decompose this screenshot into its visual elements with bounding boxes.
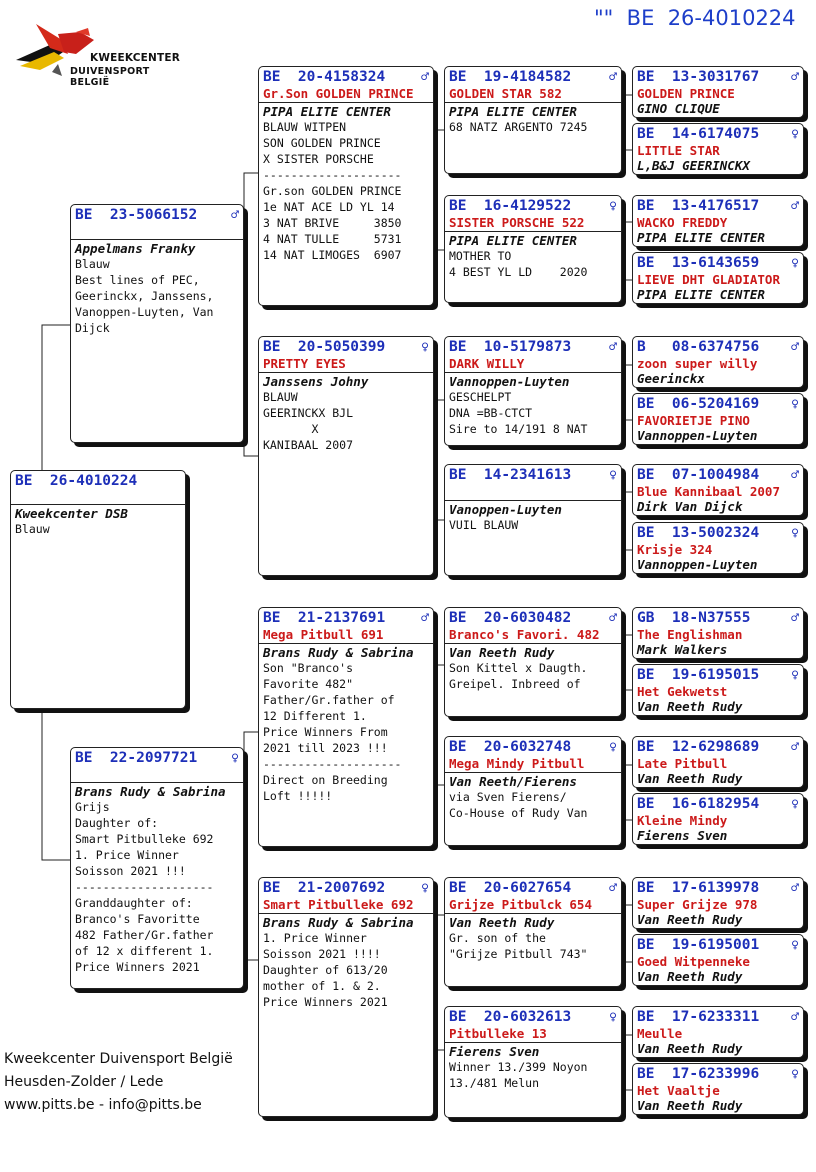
description-line: Direct on Breeding xyxy=(263,773,388,787)
female-icon: ♀ xyxy=(609,468,617,483)
ring-number: BE 17-6233311 xyxy=(637,1009,760,1025)
logo-text-line2: DUIVENSPORT BELGIË xyxy=(70,66,150,88)
male-icon: ♂ xyxy=(791,1010,799,1025)
description-line: 12 Different 1. xyxy=(263,709,367,723)
description-line: Price Winners From xyxy=(263,725,388,739)
owner: Vanoppen-Luyten xyxy=(449,502,562,517)
description-line: Best lines of PEC, xyxy=(75,273,200,287)
pedigree-g4 xyxy=(632,1063,804,1115)
description-line: Father/Gr.father of xyxy=(263,693,395,707)
description-line: Blauw xyxy=(75,257,110,271)
pedigree-dss xyxy=(444,607,622,717)
pigeon-name: Pitbulleke 13 xyxy=(449,1026,547,1041)
ring-number: BE 20-6030482 xyxy=(449,610,572,626)
subject-ring-header: "" BE 26-4010224 xyxy=(594,6,796,30)
pedigree-g4 xyxy=(632,607,804,659)
description-line: Branco's Favoritte xyxy=(75,912,200,926)
pigeon-name: Kleine Mindy xyxy=(637,813,728,828)
owner: Van Reeth Rudy xyxy=(637,1098,743,1113)
pigeon-name: Blue Kannibaal 2007 xyxy=(637,484,780,499)
description-line: BLAUW WITPEN xyxy=(263,120,347,134)
ring-number: BE 13-5002324 xyxy=(637,525,760,541)
description-line: "Grijze Pitbull 743" xyxy=(449,947,588,961)
description-line: Dijck xyxy=(75,321,110,335)
ring-number: BE 20-6032748 xyxy=(449,739,572,755)
pedigree-ddd xyxy=(444,1006,622,1118)
pedigree-g4 xyxy=(632,793,804,845)
ring-number: BE 13-6143659 xyxy=(637,255,760,271)
owner: Brans Rudy & Sabrina xyxy=(75,784,226,799)
ring-number: BE 19-6195001 xyxy=(637,937,760,953)
pigeon-name: GOLDEN STAR 582 xyxy=(449,86,562,101)
pedigree-dam-dam xyxy=(258,877,434,1117)
description-line: Gr.son GOLDEN PRINCE xyxy=(263,184,402,198)
description-line: 14 NAT LIMOGES 6907 xyxy=(263,248,402,262)
description-line: 4 NAT TULLE 5731 xyxy=(263,232,402,246)
ring-number: BE 16-6182954 xyxy=(637,796,760,812)
owner: Van Reeth Rudy xyxy=(449,645,555,660)
description-line: Daughter of 613/20 xyxy=(263,963,388,977)
description-line: Gr. son of the xyxy=(449,931,546,945)
ring-number: BE 06-5204169 xyxy=(637,396,760,412)
owner: Van Reeth Rudy xyxy=(637,912,743,927)
male-icon: ♂ xyxy=(609,881,617,896)
ring-number: BE 19-6195015 xyxy=(637,667,760,683)
male-icon: ♂ xyxy=(421,70,429,85)
owner: Van Reeth Rudy xyxy=(637,969,743,984)
female-icon: ♀ xyxy=(791,938,799,953)
pigeon-name: LITTLE STAR xyxy=(637,143,720,158)
owner: Kweekcenter DSB xyxy=(15,506,128,521)
description-line: 1. Price Winner xyxy=(263,931,367,945)
female-icon: ♀ xyxy=(231,751,239,766)
female-icon: ♀ xyxy=(421,340,429,355)
pigeon-name: Smart Pitbulleke 692 xyxy=(263,897,414,912)
pigeon-name: PRETTY EYES xyxy=(263,356,346,371)
owner: Fierens Sven xyxy=(449,1044,540,1059)
description-line: Soisson 2021 !!!! xyxy=(263,947,381,961)
owner: Van Reeth/Fierens xyxy=(449,774,577,789)
description-line: Soisson 2021 !!! xyxy=(75,864,186,878)
owner: PIPA ELITE CENTER xyxy=(637,287,765,302)
female-icon: ♀ xyxy=(791,397,799,412)
description-line: Vanoppen-Luyten, Van xyxy=(75,305,214,319)
description-line: Price Winners 2021 xyxy=(263,995,388,1009)
description-line: GEERINCKX BJL xyxy=(263,406,354,420)
ring-number: GB 18-N37555 xyxy=(637,610,751,626)
pedigree-sire-sire xyxy=(258,66,434,306)
description-line: 4 BEST YL LD 2020 xyxy=(449,265,588,279)
description-line: 482 Father/Gr.father xyxy=(75,928,214,942)
pedigree-sdd xyxy=(444,464,622,576)
owner: PIPA ELITE CENTER xyxy=(449,104,577,119)
pigeon-name: Goed Witpenneke xyxy=(637,954,750,969)
pigeon-name: Branco's Favori. 482 xyxy=(449,627,600,642)
ring-number: BE 10-5179873 xyxy=(449,339,572,355)
ring-number: BE 20-4158324 xyxy=(263,69,386,85)
female-icon: ♀ xyxy=(421,881,429,896)
description-line: Grijs xyxy=(75,800,110,814)
description-line: Greipel. Inbreed of xyxy=(449,677,581,691)
owner: Geerinckx xyxy=(637,371,705,386)
male-icon: ♂ xyxy=(791,199,799,214)
pigeon-name: GOLDEN PRINCE xyxy=(637,86,735,101)
owner: Brans Rudy & Sabrina xyxy=(263,915,414,930)
female-icon: ♀ xyxy=(609,199,617,214)
description-line: VUIL BLAUW xyxy=(449,518,519,532)
pedigree-ssd xyxy=(444,195,622,303)
male-icon: ♂ xyxy=(791,740,799,755)
ring-number: BE 14-2341613 xyxy=(449,467,572,483)
description-line: Geerinckx, Janssens, xyxy=(75,289,214,303)
pedigree-dam xyxy=(70,747,244,989)
pigeon-name: LIEVE DHT GLADIATOR xyxy=(637,272,780,287)
description-line: -------------------- xyxy=(263,757,402,771)
owner: Van Reeth Rudy xyxy=(449,915,555,930)
owner: Dirk Van Dijck xyxy=(637,499,743,514)
description-line: X xyxy=(263,422,319,436)
description-line: Son "Branco's xyxy=(263,661,354,675)
pedigree-g4 xyxy=(632,877,804,929)
footer-contact: www.pitts.be - info@pitts.be xyxy=(4,1097,202,1113)
description-line: 13./481 Melun xyxy=(449,1076,540,1090)
owner: PIPA ELITE CENTER xyxy=(449,233,577,248)
pedigree-g4 xyxy=(632,1006,804,1058)
pedigree-sire xyxy=(70,204,244,443)
female-icon: ♀ xyxy=(791,526,799,541)
pedigree-g4 xyxy=(632,664,804,716)
pedigree-g4 xyxy=(632,522,804,574)
ring-number: BE 17-6233996 xyxy=(637,1066,760,1082)
owner: PIPA ELITE CENTER xyxy=(263,104,391,119)
pigeon-name: zoon super willy xyxy=(637,356,758,371)
footer-location: Heusden-Zolder / Lede xyxy=(4,1074,164,1090)
male-icon: ♂ xyxy=(231,208,239,223)
description-line: Son Kittel x Daugth. xyxy=(449,661,588,675)
pedigree-g4 xyxy=(632,66,804,118)
owner: Vannoppen-Luyten xyxy=(449,374,570,389)
pigeon-name: FAVORIETJE PINO xyxy=(637,413,750,428)
female-icon: ♀ xyxy=(791,797,799,812)
description-line: Blauw xyxy=(15,522,50,536)
owner: L,B&J GEERINCKX xyxy=(637,158,750,173)
pedigree-dsd xyxy=(444,736,622,846)
pigeon-name: Meulle xyxy=(637,1026,683,1041)
description-line: Daughter of: xyxy=(75,816,159,830)
owner: Vannoppen-Luyten xyxy=(637,428,758,443)
male-icon: ♂ xyxy=(791,468,799,483)
male-icon: ♂ xyxy=(791,611,799,626)
pedigree-dds xyxy=(444,877,622,987)
female-icon: ♀ xyxy=(609,740,617,755)
pedigree-g4 xyxy=(632,336,804,388)
description-line: Co-House of Rudy Van xyxy=(449,806,588,820)
description-line: Winner 13./399 Noyon xyxy=(449,1060,588,1074)
footer-company: Kweekcenter Duivensport België xyxy=(4,1051,233,1067)
description-line: mother of 1. & 2. xyxy=(263,979,381,993)
ring-number: BE 07-1004984 xyxy=(637,467,760,483)
description-line: Loft !!!!! xyxy=(263,789,333,803)
pedigree-sire-dam xyxy=(258,336,434,576)
description-line: 1e NAT ACE LD YL 14 xyxy=(263,200,395,214)
pedigree-dam-sire xyxy=(258,607,434,847)
pigeon-name: Krisje 324 xyxy=(637,542,713,557)
description-line: Granddaughter of: xyxy=(75,896,193,910)
description-line: MOTHER TO xyxy=(449,249,512,263)
description-line: -------------------- xyxy=(263,168,402,182)
owner: Mark Walkers xyxy=(637,642,728,657)
ring-number: BE 19-4184582 xyxy=(449,69,572,85)
pigeon-name: Mega Pitbull 691 xyxy=(263,627,384,642)
description-line: Sire to 14/191 8 NAT xyxy=(449,422,588,436)
pedigree-g4 xyxy=(632,252,804,304)
male-icon: ♂ xyxy=(791,70,799,85)
description-line: 1. Price Winner xyxy=(75,848,179,862)
male-icon: ♂ xyxy=(791,340,799,355)
male-icon: ♂ xyxy=(791,881,799,896)
female-icon: ♀ xyxy=(791,127,799,142)
description-line: of 12 x different 1. xyxy=(75,944,214,958)
description-line: 68 NATZ ARGENTO 7245 xyxy=(449,120,588,134)
pigeon-name: WACKO FREDDY xyxy=(637,215,728,230)
ring-number: BE 21-2007692 xyxy=(263,880,386,896)
description-line: DNA =BB-CTCT xyxy=(449,406,533,420)
pigeon-name: Gr.Son GOLDEN PRINCE xyxy=(263,86,414,101)
ring-number: BE 20-6032613 xyxy=(449,1009,572,1025)
owner: Janssens Johny xyxy=(263,374,369,389)
pigeon-name: The Englishman xyxy=(637,627,743,642)
female-icon: ♀ xyxy=(791,1067,799,1082)
pigeon-name: Het Vaaltje xyxy=(637,1083,720,1098)
ring-number: BE 26-4010224 xyxy=(15,473,138,489)
ring-number: BE 13-4176517 xyxy=(637,198,760,214)
male-icon: ♂ xyxy=(609,340,617,355)
owner: Vannoppen-Luyten xyxy=(637,557,758,572)
owner: Van Reeth Rudy xyxy=(637,699,743,714)
description-line: SON GOLDEN PRINCE xyxy=(263,136,381,150)
pedigree-g4 xyxy=(632,934,804,986)
description-line: -------------------- xyxy=(75,880,214,894)
owner: GINO CLIQUE xyxy=(637,101,720,116)
owner: PIPA ELITE CENTER xyxy=(637,230,765,245)
owner: Van Reeth Rudy xyxy=(637,771,743,786)
pigeon-name: Super Grijze 978 xyxy=(637,897,758,912)
female-icon: ♀ xyxy=(609,1010,617,1025)
pigeon-name xyxy=(449,485,617,499)
description-line: GESCHELPT xyxy=(449,390,512,404)
pedigree-sds xyxy=(444,336,622,446)
ring-number: BE 20-5050399 xyxy=(263,339,386,355)
owner: Van Reeth Rudy xyxy=(637,1041,743,1056)
male-icon: ♂ xyxy=(609,611,617,626)
ring-number: BE 13-3031767 xyxy=(637,69,760,85)
ring-number: BE 14-6174075 xyxy=(637,126,760,142)
pigeon-name: Late Pitbull xyxy=(637,756,728,771)
female-icon: ♀ xyxy=(791,668,799,683)
ring-number: BE 12-6298689 xyxy=(637,739,760,755)
pigeon-name: Het Gekwetst xyxy=(637,684,728,699)
pedigree-g4 xyxy=(632,736,804,788)
ring-number: BE 21-2137691 xyxy=(263,610,386,626)
male-icon: ♂ xyxy=(609,70,617,85)
description-line: Price Winners 2021 xyxy=(75,960,200,974)
ring-number: BE 17-6139978 xyxy=(637,880,760,896)
description-line: Smart Pitbulleke 692 xyxy=(75,832,214,846)
female-icon: ♀ xyxy=(791,256,799,271)
description-line: 3 NAT BRIVE 3850 xyxy=(263,216,402,230)
ring-number: BE 20-6027654 xyxy=(449,880,572,896)
description-line: via Sven Fierens/ xyxy=(449,790,567,804)
owner: Brans Rudy & Sabrina xyxy=(263,645,414,660)
pigeon-name: SISTER PORSCHE 522 xyxy=(449,215,585,230)
pedigree-sss xyxy=(444,66,622,174)
owner: Appelmans Franky xyxy=(75,241,196,256)
description-line: 2021 till 2023 !!! xyxy=(263,741,388,755)
description-line: KANIBAAL 2007 xyxy=(263,438,354,452)
pigeon-name: DARK WILLY xyxy=(449,356,525,371)
pigeon-name: Grijze Pitbulck 654 xyxy=(449,897,592,912)
pigeon-name: Mega Mindy Pitbull xyxy=(449,756,585,771)
pedigree-subject xyxy=(10,470,186,709)
description-line: X SISTER PORSCHE xyxy=(263,152,374,166)
ring-number: B 08-6374756 xyxy=(637,339,760,355)
description-line: BLAUW xyxy=(263,390,298,404)
male-icon: ♂ xyxy=(421,611,429,626)
pedigree-g4 xyxy=(632,393,804,445)
ring-number: BE 16-4129522 xyxy=(449,198,572,214)
logo-text-line1: KWEEKCENTER xyxy=(90,52,181,64)
pedigree-g4 xyxy=(632,464,804,516)
ring-number: BE 23-5066152 xyxy=(75,207,198,223)
owner: Fierens Sven xyxy=(637,828,728,843)
pedigree-g4 xyxy=(632,123,804,175)
pedigree-g4 xyxy=(632,195,804,247)
ring-number: BE 22-2097721 xyxy=(75,750,198,766)
description-line: Favorite 482" xyxy=(263,677,354,691)
